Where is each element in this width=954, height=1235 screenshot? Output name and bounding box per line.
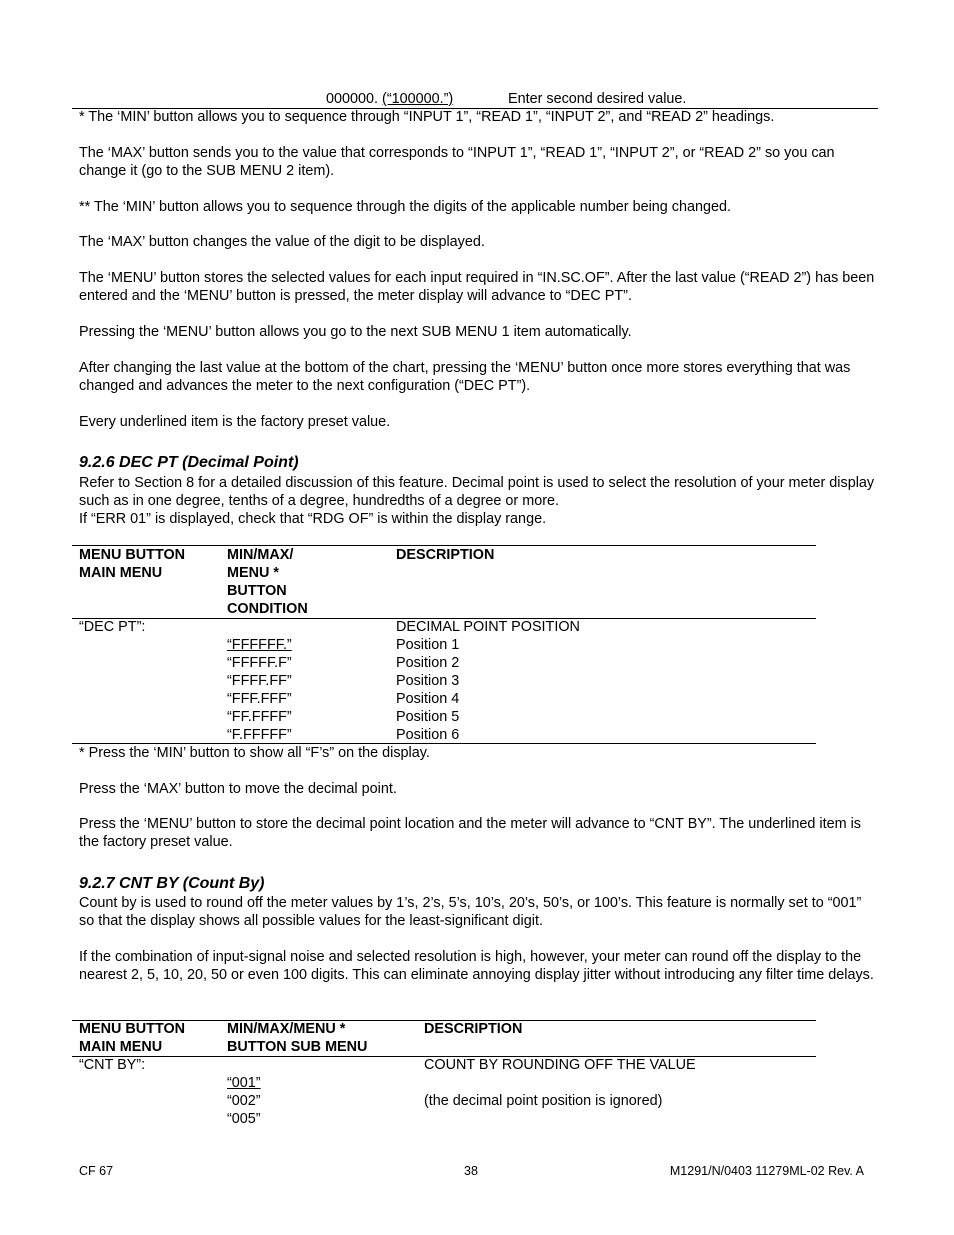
decpt-option: “FFFFF.F” (227, 655, 292, 671)
decpt-description: Position 2 (396, 655, 460, 671)
top-row-code: 000000. (“100000.”) (326, 91, 454, 107)
decpt-descriptions-column (396, 618, 580, 744)
decpt-description: Position 4 (396, 691, 460, 707)
decpt-option: “F.FFFFF” (227, 727, 292, 743)
footer-doc-id: M1291/N/0403 11279ML-02 Rev. A (669, 1164, 864, 1178)
decpt-option: “FFFF.FF” (227, 673, 292, 689)
decpt-description: Position 6 (396, 727, 460, 743)
note-min-button: * The ‘MIN’ button allows you to sequence through “INPUT 1”, “READ 1”, “INPUT 2”, and “READ 2” headings. (79, 109, 775, 125)
cntby-descriptions-column (424, 1056, 696, 1110)
cntby-option-preset: “001” (227, 1075, 261, 1091)
decpt-header-description: DESCRIPTION (396, 547, 495, 563)
decpt-description: Position 1 (396, 637, 460, 653)
decpt-option-preset: “FFFFFF.” (227, 637, 292, 653)
top-row-preset: (“100000.”) (382, 91, 454, 107)
note-menu-next: Pressing the ‘MENU’ button allows you go to the next SUB MENU 1 item automatically. (79, 324, 632, 340)
section-decpt-heading: 9.2.6 DEC PT (Decimal Point) (79, 454, 299, 471)
footer-page-number: 38 (464, 1164, 478, 1178)
decpt-option: “FFF.FFF” (227, 691, 292, 707)
decpt-description-title: DECIMAL POINT POSITION (396, 619, 580, 635)
decpt-header-button: MIN/MAX/ MENU * BUTTON CONDITION (227, 547, 308, 617)
decpt-note-max: Press the ‘MAX’ button to move the decimal point. (79, 781, 397, 797)
cntby-option: “002” (227, 1093, 261, 1109)
section-cntby-intro: Count by is used to round off the meter values by 1’s, 2’s, 5’s, 10’s, 20’s, 50’s, or 100’s. This feature is normally set to “001” so that the display shows all possible values for the least-significant digit. (79, 895, 862, 929)
cntby-header-button: MIN/MAX/MENU * BUTTON SUB MENU (227, 1021, 368, 1055)
section-cntby-noise: If the combination of input-signal noise and selected resolution is high, however, your meter can round off the display to the nearest 2, 5, 10, 20, 50 or even 100 digits. This can eliminate annoying display jitter without introducing any filter time delays. (79, 949, 874, 983)
cntby-description-note: (the decimal point position is ignored) (424, 1093, 663, 1109)
section-decpt-intro: Refer to Section 8 for a detailed discussion of this feature. Decimal point is used to select the resolution of your meter display such as in one degree, tenths of a degree, hundredths of a degree or more. (79, 475, 875, 509)
note-min-digits: ** The ‘MIN’ button allows you to sequence through the digits of the applicable number being changed. (79, 199, 731, 215)
decpt-note-min: * Press the ‘MIN’ button to show all “F’s” on the display. (79, 745, 430, 761)
note-menu-stores: The ‘MENU’ button stores the selected values for each input required in “IN.SC.OF”. After the last value (“READ 2”) has been entered and the ‘MENU’ button is pressed, the meter display will advance to “DEC PT”. (79, 270, 875, 304)
note-max-button: The ‘MAX’ button sends you to the value that corresponds to “INPUT 1”, “READ 1”, “INPUT 2”, or “READ 2” so you can change it (go to the SUB MENU 2 item). (79, 145, 835, 179)
decpt-main-menu-cell: “DEC PT”: (79, 619, 146, 635)
cntby-main-menu-cell: “CNT BY”: (79, 1057, 146, 1073)
decpt-description: Position 5 (396, 709, 460, 725)
cntby-header-description: DESCRIPTION (424, 1021, 523, 1037)
footer-left: CF 67 (79, 1164, 114, 1178)
section-cntby-heading: 9.2.7 CNT BY (Count By) (79, 875, 265, 892)
cntby-options-column (227, 1074, 261, 1128)
section-decpt-error: If “ERR 01” is displayed, check that “RDG OF” is within the display range. (79, 511, 547, 527)
cntby-description-title: COUNT BY ROUNDING OFF THE VALUE (424, 1057, 696, 1073)
note-max-digit: The ‘MAX’ button changes the value of the digit to be displayed. (79, 234, 485, 250)
top-row-description: Enter second desired value. (508, 91, 687, 107)
decpt-options-column (227, 636, 292, 744)
note-last-value: After changing the last value at the bottom of the chart, pressing the ‘MENU’ button once more stores everything that was changed and advances the meter to the next configuration (“DEC PT”). (79, 360, 851, 394)
cntby-header-main-menu: MENU BUTTON MAIN MENU (79, 1021, 186, 1055)
cntby-option: “005” (227, 1111, 261, 1127)
decpt-description: Position 3 (396, 673, 460, 689)
decpt-note-menu: Press the ‘MENU’ button to store the decimal point location and the meter will advance to “CNT BY”. The underlined item is the factory preset value. (79, 816, 861, 850)
note-underlined: Every underlined item is the factory preset value. (79, 414, 391, 430)
decpt-option: “FF.FFFF” (227, 709, 292, 725)
decpt-header-main-menu: MENU BUTTON MAIN MENU (79, 547, 186, 581)
